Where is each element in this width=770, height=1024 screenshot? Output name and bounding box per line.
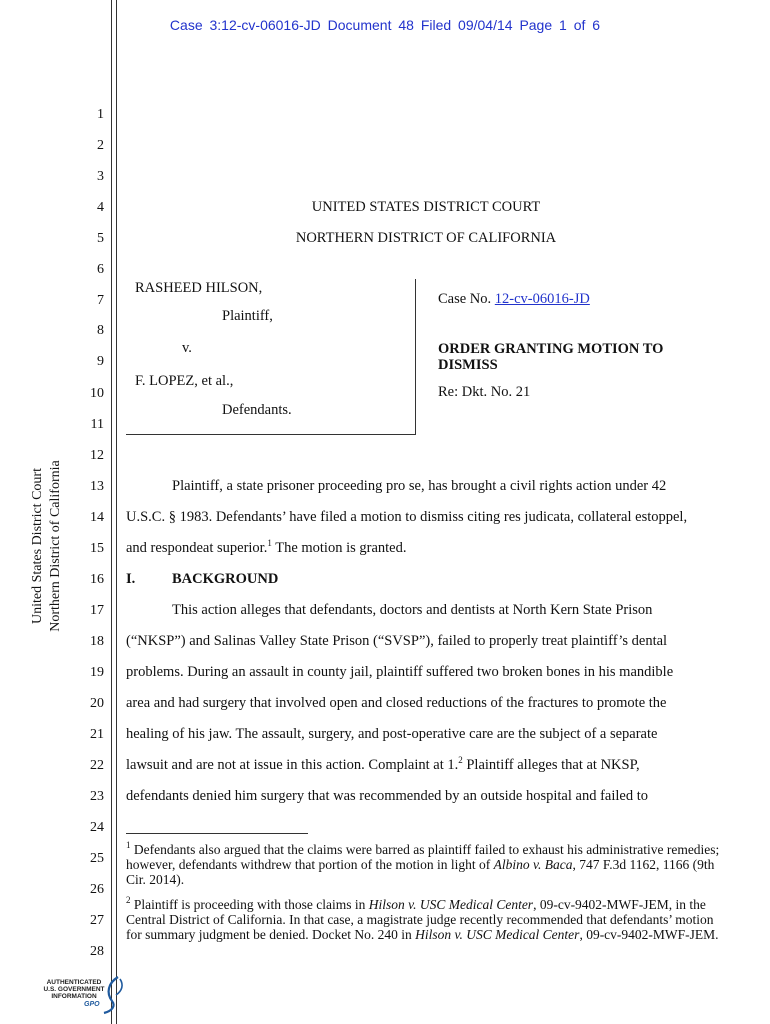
body-line-15-text: and respondeat superior. [126,540,268,556]
gpo-mark: GPO [84,1001,100,1008]
footnote-2-case: Hilson v. USC Medical Center [368,897,534,912]
line-number: 15 [90,541,104,556]
line-number: 4 [97,200,104,215]
line-number: 20 [90,696,104,711]
line-number: 1 [97,107,104,122]
line-number: 11 [90,417,104,432]
caption-divider-vertical [415,279,416,434]
section-title: BACKGROUND [172,571,279,587]
footnote-separator [126,833,308,834]
defendant-name: F. LOPEZ, et al., [135,373,234,389]
margin-rule-right [116,0,117,1024]
margin-rule-left [111,0,112,1024]
court-district: NORTHERN DISTRICT OF CALIFORNIA [295,230,557,246]
footnote-2-text-b: , 09-cv-9402-MWF-JEM, in the Central District of California. In that case, a magistrate judge recently recommended that defendants’ motion for summary judgment be denied. Docket No. 240 in [126,897,714,942]
line-number: 8 [97,323,104,338]
line-number: 25 [90,851,104,866]
body-line-22-text: lawsuit and are not at issue in this action. Complaint at 1. [126,757,459,773]
footnote-2 [126,897,726,942]
line-number: 12 [90,448,104,463]
line-number: 3 [97,169,104,184]
line-number: 23 [90,789,104,804]
order-title-line1: ORDER GRANTING MOTION TO [438,341,664,357]
line-number: 22 [90,758,104,773]
footnote-1-cite: , 747 F.3d 1162, 1166 (9th Cir. 2014). [126,857,715,887]
footnote-ref-2: 2 [458,755,463,765]
side-caption-court: United States District Court [30,468,45,624]
footnote-1 [126,842,726,887]
body-line-15-text-b: The motion is granted. [271,540,407,556]
body-line-15 [126,540,407,557]
line-number: 10 [90,386,104,401]
plaintiff-role: Plaintiff, [222,308,273,324]
caption-divider-horizontal [126,434,416,435]
line-number: 28 [90,944,104,959]
body-line-13: Plaintiff, a state prisoner proceeding pro se, has brought a civil rights action under 42 [172,478,667,494]
gpo-logo-line2: U.S. GOVERNMENT [43,986,105,993]
footnote-2-case-b: Hilson v. USC Medical Center [415,927,580,942]
footnote-2-text-c: , 09-cv-9402-MWF-JEM. [579,927,719,942]
defendant-role: Defendants. [222,402,292,418]
line-number: 27 [90,913,104,928]
line-number: 5 [97,231,104,246]
plaintiff-name: RASHEED HILSON, [135,280,263,296]
footnote-1-case: Albino v. Baca [493,857,573,872]
case-number-link[interactable]: 12-cv-06016-JD [494,291,590,307]
gpo-logo-text [40,979,108,1000]
gpo-authentication-logo [40,975,130,1019]
line-number: 2 [97,138,104,153]
body-line-18: (“NKSP”) and Salinas Valley State Prison (“SVSP”), failed to properly treat plaintiff’s dental [126,633,668,649]
line-number: 16 [90,572,104,587]
docket-reference: Re: Dkt. No. 21 [438,384,531,400]
footnote-1-mark: 1 [126,840,131,850]
line-number: 6 [97,262,104,277]
line-number: 18 [90,634,104,649]
line-number: 14 [90,510,104,525]
footnote-ref-1: 1 [267,538,272,548]
body-line-22-text-b: Plaintiff alleges that at NKSP, [462,757,640,773]
gpo-logo-line1: AUTHENTICATED [46,979,102,986]
line-number: 19 [90,665,104,680]
line-number: 17 [90,603,104,618]
line-number: 13 [90,479,104,494]
body-line-23: defendants denied him surgery that was recommended by an outside hospital and failed to [126,788,648,804]
section-number: I. [126,571,136,587]
line-number: 24 [90,820,104,835]
court-name: UNITED STATES DISTRICT COURT [311,199,541,215]
line-number: 26 [90,882,104,897]
eagle-icon [100,975,128,1015]
footnote-2-mark: 2 [126,895,131,905]
order-title-line2: DISMISS [438,357,498,373]
case-number [438,291,590,308]
side-caption-district: Northern District of California [48,460,63,632]
line-number: 21 [90,727,104,742]
case-number-label: Case No. [438,291,492,307]
body-line-17: This action alleges that defendants, doctors and dentists at North Kern State Prison [172,602,653,618]
document-header: Case 3:12-cv-06016-JD Document 48 Filed 09/04/14 Page 1 of 6 [169,17,601,33]
body-line-20: area and had surgery that involved open and closed reductions of the fractures to promote the [126,695,667,711]
order-title [438,341,663,373]
footnote-1-text: Defendants also argued that the claims were barred as plaintiff failed to exhaust his administrative remedies; however, defendants withdrew that portion of the motion in light of [126,842,720,872]
footnote-2-text: Plaintiff is proceeding with those claims in [130,897,369,912]
body-line-21: healing of his jaw. The assault, surgery, and post-operative care are the subject of a separate [126,726,658,742]
body-line-19: problems. During an assault in county jail, plaintiff suffered two broken bones in his mandible [126,664,674,680]
body-line-14: U.S.C. § 1983. Defendants’ have filed a motion to dismiss citing res judicata, collateral estoppel, [126,509,688,525]
body-line-22 [126,757,640,774]
line-number: 7 [97,293,104,308]
line-number: 9 [97,354,104,369]
versus: v. [182,340,192,356]
gpo-logo-line3: INFORMATION [51,993,97,1000]
